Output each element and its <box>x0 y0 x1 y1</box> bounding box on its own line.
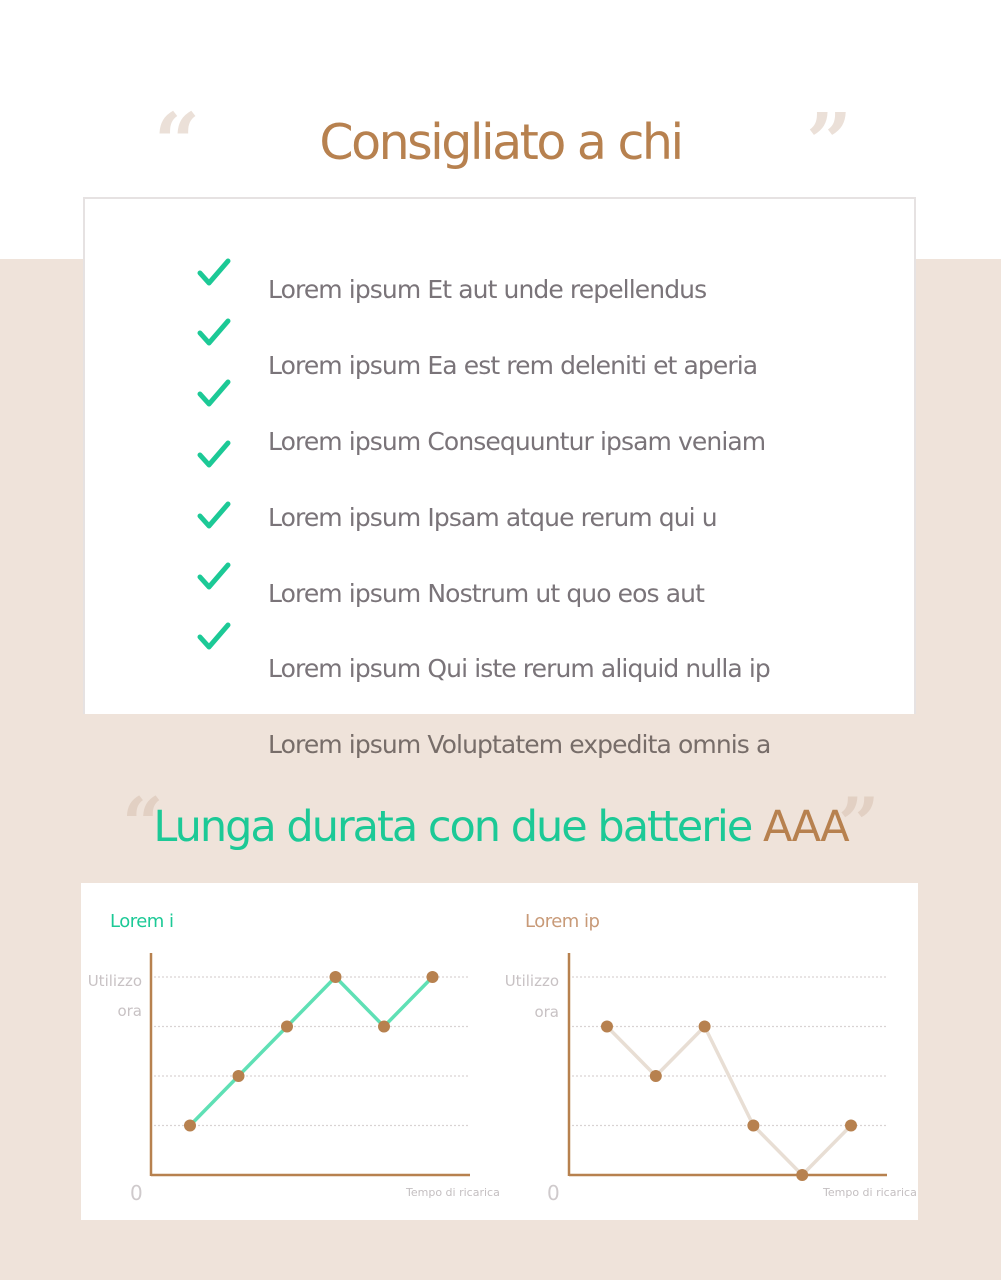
y-axis-label: Utilizzo <box>504 972 559 990</box>
x-axis-label: Tempo di ricarica <box>406 1186 500 1199</box>
list-item: Lorem ipsum Voluptatem expedita omnis a <box>268 730 771 759</box>
chart-title: Lorem i <box>110 911 174 932</box>
close-quote-icon: ” <box>838 781 880 866</box>
chart-title: Lorem ip <box>525 911 600 932</box>
x-axis-label: Tempo di ricarica <box>823 1186 917 1199</box>
title-brown-part: AAA <box>762 802 848 852</box>
list-item: Lorem ipsum Consequuntur ipsam veniam <box>268 427 766 456</box>
list-item: Lorem ipsum Ipsam atque rerum qui u <box>268 503 717 532</box>
title-green-part: Lunga durata con due batterie <box>153 802 763 852</box>
y-axis-label: Utilizzo <box>87 972 142 990</box>
open-quote-icon: “ <box>122 781 164 866</box>
y-origin-label: 0 <box>130 1181 143 1205</box>
list-item: Lorem ipsum Ea est rem deleniti et aperia <box>268 351 758 380</box>
list-item: Lorem ipsum Nostrum ut quo eos aut <box>268 579 704 608</box>
list-item: Lorem ipsum Qui iste rerum aliquid nulla ip <box>268 654 770 683</box>
y-origin-label: 0 <box>547 1181 560 1205</box>
y-axis-label: ora <box>117 1002 142 1020</box>
y-axis-label: ora <box>534 1003 559 1021</box>
open-quote-icon: “ <box>154 95 201 189</box>
close-quote-icon: ” <box>806 95 853 189</box>
list-item: Lorem ipsum Et aut unde repellendus <box>268 275 707 304</box>
section-title-recommended: Consigliato a chi <box>319 114 682 171</box>
